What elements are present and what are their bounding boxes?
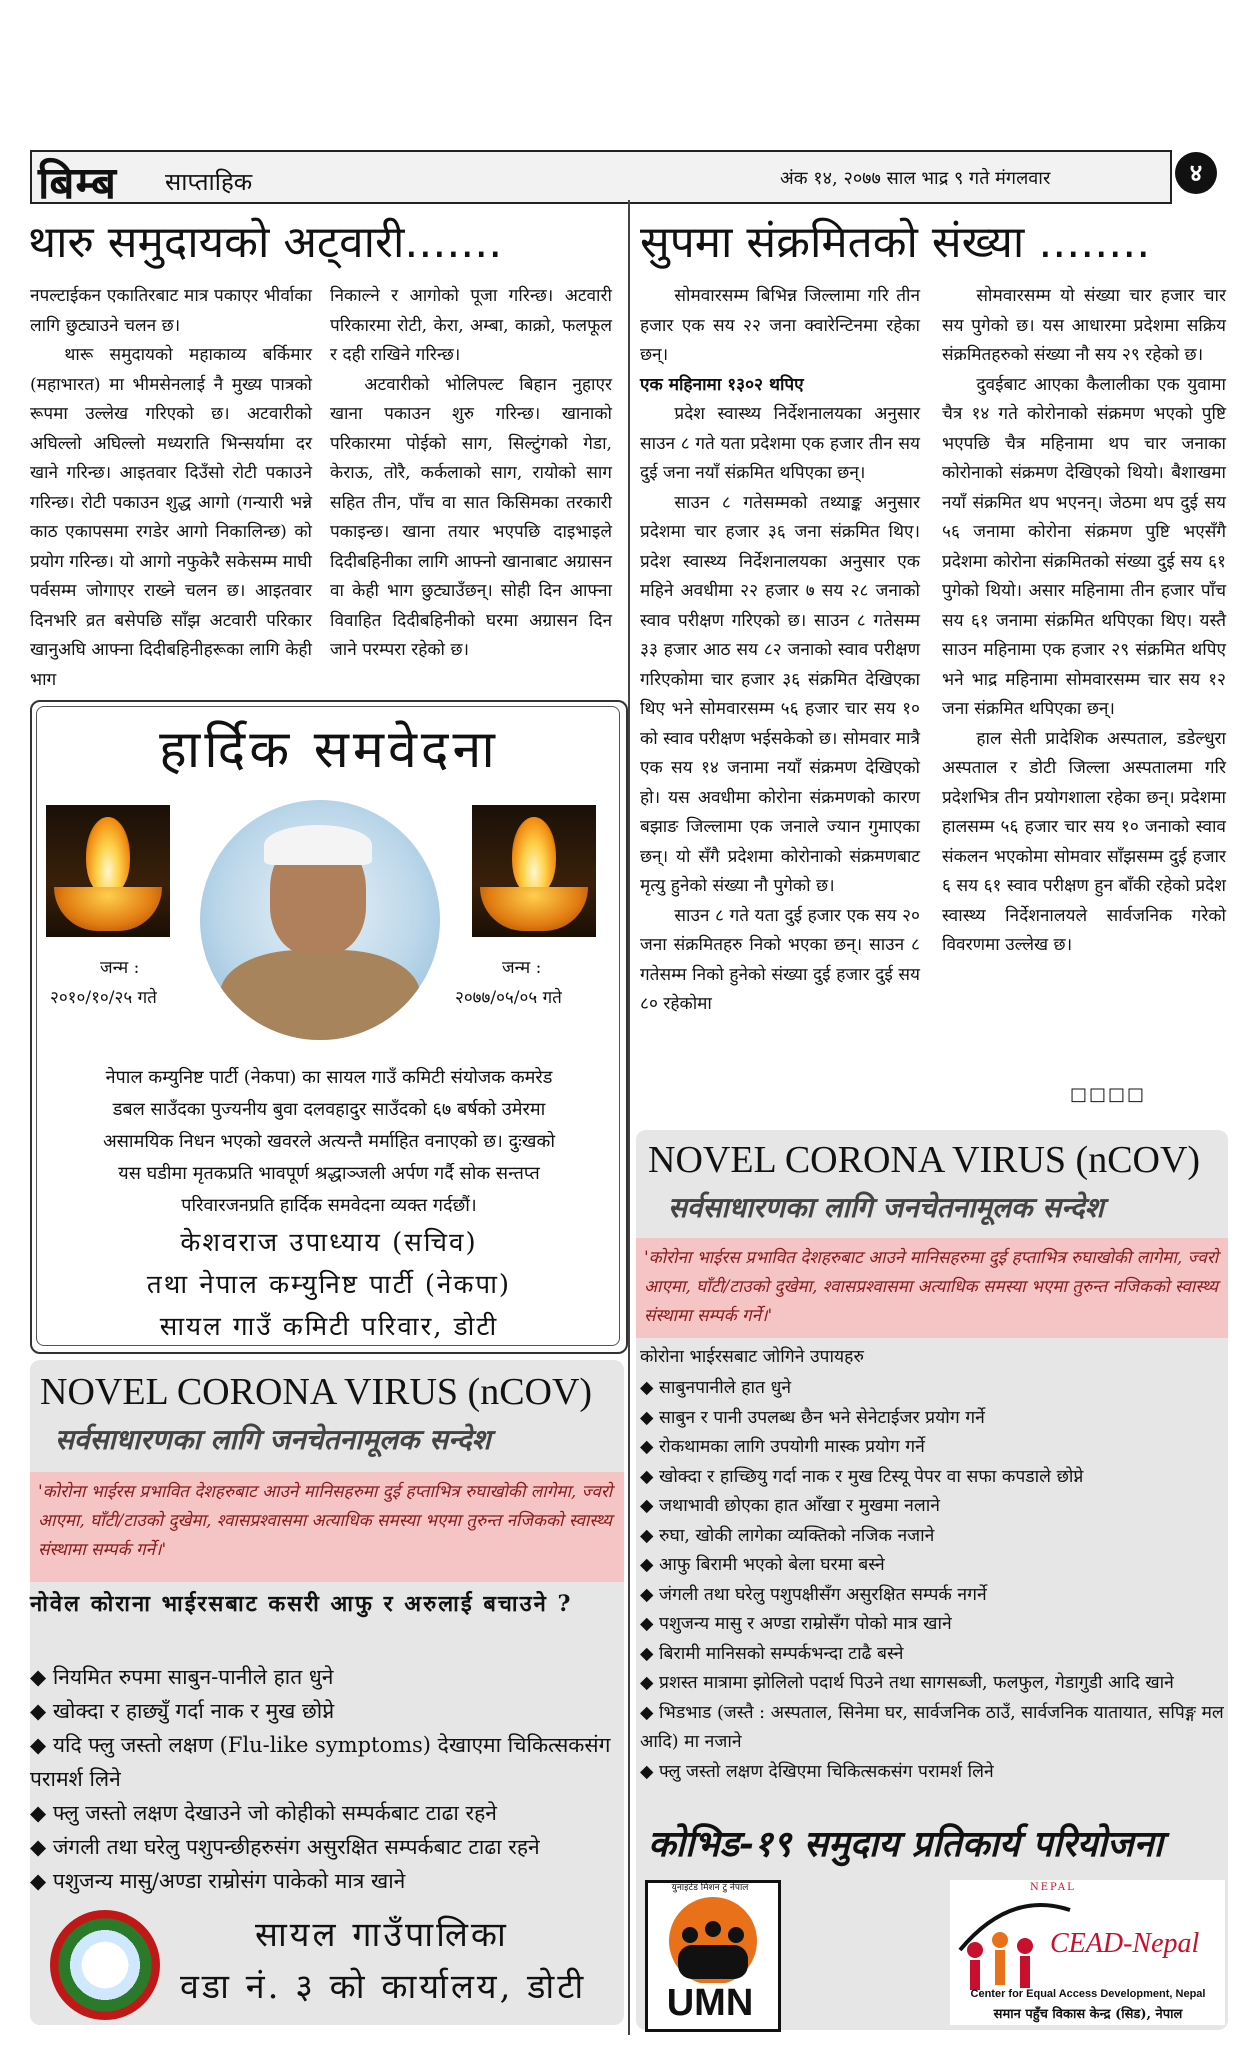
newspaper-name: बिम्ब — [38, 158, 117, 209]
umn-arc-text: युनाइटेड मिशन टु नेपाल — [671, 1883, 749, 1893]
birth-label: जन्म : — [100, 958, 140, 978]
tip-item: ◆ खोक्दा र हाच्छियु गर्दा नाक र मुख टिस्यू पेपर वा सफा कपडाले छोप्ने — [640, 1466, 1084, 1487]
nepal-emblem-icon — [50, 1910, 160, 2020]
death-label: जन्म : — [502, 958, 542, 978]
corona-left-question: नोवेल कोराना भाईरसबाट कसरी आफु र अरुलाई बचाउने ? — [30, 1591, 573, 1617]
story1-headline: थारु समुदायको अट्वारी....... — [28, 217, 503, 268]
corona-left-tips — [30, 1660, 622, 1898]
page-number: ४ — [1175, 152, 1217, 194]
condolence-message-line: परिवारजनप्रति हार्दिक समवेदना व्यक्त गर्दछौं। — [181, 1195, 477, 1216]
corona-left-title: NOVEL CORONA VIRUS (nCOV) — [40, 1371, 593, 1413]
story2-para: साउन ८ गतेसम्मको तथ्याङ्क अनुसार प्रदेशमा चार हजार ३६ जना संक्रमित थिए। प्रदेश स्वास्थ्य निर्देशनालयका अनुसार एक महिने अवधीमा २२ हजार ७ सय २८ जनाको स्वाव परीक्षण गरिएको छ। साउन ८ गतेसम्म ३३ हजार आठ सय ८२ जनाको स्वाव परीक्षण गरिएकोमा चार हजार ३६ संक्रमित देखिएका थिए भने सोमवारसम्म ५६ हजार चार सय १० को स्वाव परीक्षण भईसकेको छ। सोमवार मात्रै एक सय १४ जनामा नयाँ संक्रमण देखिएको हो। यस अवधीमा कोरोना संक्रमणको कारण बझाङ जिल्लामा एक जनाले ज्यान गुमाएका छन्। यो सँगै प्रदेशमा कोरोनाको संक्रमणबाट मृत्यु हुनेको संख्या नौ पुगेको छ। — [640, 492, 920, 896]
tip-item: ◆ प्रशस्त मात्रामा झोलिलो पदार्थ पिउने तथा सागसब्जी, फलफुल, गेडागुडी आदि खाने — [640, 1673, 1174, 1693]
tip-item: ◆ फ्लु जस्तो लक्षण देखिएमा चिकित्सकसंग परामर्श लिने — [640, 1761, 994, 1782]
story1-para: नपल्टाईकन एकातिरबाट मात्र पकाएर भीर्वाका लागि छुट्याउने चलन छ। — [30, 286, 312, 336]
tip-item: ◆ भिडभाड (जस्तै : अस्पताल, सिनेमा घर, सार्वजनिक ठाउँ, सार्वजनिक यातायात, सपिङ्ग मल आदि) मा नजाने — [640, 1702, 1224, 1752]
story1-column-1 — [30, 282, 312, 695]
tip-item: ◆ आफु बिरामी भएको बेला घरमा बस्ने — [640, 1555, 885, 1575]
tip-item: ◆ जंगली तथा घरेलु पशुपन्छीहरुसंग असुरक्षित सम्पर्कबाट टाढा रहने — [30, 1835, 540, 1859]
tip-item: ◆ जंगली तथा घरेलु पशुपक्षीसँग असुरक्षित सम्पर्क नगर्ने — [640, 1584, 987, 1605]
tip-item: ◆ जथाभावी छोएका हात आँखा र मुखमा नलाने — [640, 1496, 940, 1516]
office-name: सायल गाउँपालिका — [255, 1915, 509, 1955]
tip-item: ◆ रुघा, खोकी लागेका व्यक्तिको नजिक नजाने — [640, 1525, 935, 1546]
cead-nepali-name: समान पहुँच विकास केन्द्र (सिड), नेपाल — [993, 2007, 1183, 2022]
corona-right-subtitle: सर्वसाधारणका लागि जनचेतनामूलक सन्देश — [668, 1191, 1104, 1224]
story2-para: दुवईबाट आएका कैलालीका एक युवामा चैत्र १४ गते कोरोनाको संक्रमण भएको पुष्टि भएपछि चैत्र महिनामा थप चार जनाका कोरोनाको संक्रमण देखिएको थियो। बैशाखमा नयाँ संक्रमित थप भएनन्। जेठमा थप दुई सय ५६ जनामा कोरोना संक्रमण पुष्टि भएसँगै प्रदेशमा कोरोना संक्रमितको संख्या दुई सय ६१ पुगेको थियो। असार महिनामा तीन हजार पाँच सय ६१ जनामा संक्रमित थपिएका थिए। यस्तै साउन महिनामा एक हजार २९ संक्रमित थपिए भने भाद्र महिनामा सोमवारसम्म चार सय १२ जना संक्रमित थपिएका छन्। — [942, 374, 1226, 719]
condolence-message-line: यस घडीमा मृतकप्रति भावपूर्ण श्रद्धाञ्जली अर्पण गर्दै सोक सन्तप्त — [118, 1163, 540, 1184]
story1-para: थारू समुदायको महाकाव्य बर्किमार (महाभारत) मा भीमसेनलाई नै मुख्य पात्रको रूपमा उल्लेख गरिएको छ। अटवारीको अघिल्लो अघिल्लो मध्यराति भिन्सर्यामा दर खाने गरिन्छ। आइतवार दिउँसो रोटी पकाउने गरिन्छ। रोटी पकाउन शुद्ध आगो (गन्यारी भन्ने काठ एकापसमा रगडेर आगो निकालिन्छ) को प्रयोग गरिन्छ। यो आगो नफुकेरै सकेसम्म माघी पर्वसम्म जोगाएर राख्ने चलन छ। आइतवार दिनभरि व्रत बसेपछि साँझ अटवारी परिकार खानुअघि आफ्ना दिदीबहिनीहरूका लागि केही भाग — [30, 345, 312, 690]
tip-item: ◆ नियमित रुपमा साबुन-पानीले हात धुने — [30, 1665, 334, 1689]
tip-item: ◆ पशुजन्य मासु र अण्डा राम्रोसँग पोको मात्र खाने — [640, 1614, 952, 1634]
candle-left-icon — [46, 805, 170, 937]
cead-english-name: Center for Equal Access Development, Nepal — [970, 1988, 1206, 2000]
story2-headline: सुपमा संक्रमितको संख्या ........ — [640, 217, 1151, 268]
story2-para: प्रदेश स्वास्थ्य निर्देशनालयका अनुसार साउन ८ गते यता प्रदेशमा एक हजार तीन सय दुई जना नयाँ संक्रमित थपिएका छन्। — [640, 404, 920, 483]
story2-column-1 — [640, 282, 920, 1020]
tip-item: ◆ फ्लु जस्तो लक्षण देखाउने जो कोहीको सम्पर्कबाट टाढा रहने — [30, 1801, 497, 1825]
condolence-signature-line: सायल गाउँ कमिटी परिवार, डोटी — [159, 1312, 499, 1342]
issue-date: अंक १४, २०७७ साल भाद्र ९ गते मंगलवार — [780, 168, 1051, 189]
story2-para: हाल सेती प्रादेशिक अस्पताल, डडेल्धुरा अस्पताल र डोटी जिल्ला अस्पतालमा गरि प्रदेशभित्र तीन प्रयोगशाला रहेका छन्। प्रदेशमा हालसम्म ५६ हजार चार सय १० जनाको स्वाव संकलन भएकोमा सोमवार साँझसम्म दुई हजार ६ सय ६१ स्वाव परीक्षण हुन बाँकी रहेको प्रदेश स्वास्थ्य निर्देशनालयले सार्वजनिक गरेको विवरणमा उल्लेख छ। — [942, 728, 1226, 955]
condolence-signature-line: केशवराज उपाध्याय (सचिव) — [180, 1228, 478, 1258]
story-end-mark: □□□□ — [1070, 1084, 1147, 1105]
project-title: कोभिड-१९ समुदाय प्रतिकार्य परियोजना — [648, 1823, 1163, 1865]
condolence-title: हार्दिक समवेदना — [159, 720, 499, 780]
tip-item: ◆ रोकथामका लागि उपयोगी मास्क प्रयोग गर्ने — [640, 1437, 925, 1457]
tip-item: ◆ साबुनपानीले हात धुने — [640, 1378, 792, 1398]
corona-right-tips-heading: कोरोना भाईरसबाट जोगिने उपायहरु — [640, 1347, 864, 1367]
corona-left-warning: 'कोरोना भाईरस प्रभावित देशहरुबाट आउने मानिसहरुमा दुई हप्ताभित्र रुघाखोकी लागेमा, ज्वरो आएमा, घाँटी/टाउको दुखेमा, श्वासप्रश्वासमा अत्याधिक समस्या भएमा तुरुन्त नजिकको स्वास्थ्य संस्थामा सम्पर्क गर्ने।' — [30, 1472, 624, 1582]
column-divider — [628, 200, 630, 2035]
birth-date: २०१०/१०/२५ गते — [50, 988, 157, 1008]
tip-item: ◆ बिरामी मानिसको सम्पर्कभन्दा टाढै बस्ने — [640, 1643, 904, 1664]
story2-subhead: एक महिनामा १३०२ थपिए — [640, 374, 804, 395]
story1-para: अटवारीको भोलिपल्ट बिहान नुहाएर खाना पकाउन शुरु गरिन्छ। खानाको परिकारमा पोईको साग, सिल्टुंगको गेडा, केराऊ, तोरै, कर्कलाको साग, रायोको साग सहित तीन, पाँच वा सात किसिमका तरकारी पकाइन्छ। खाना तयार भएपछि दाइभाइले दिदीबहिनीका लागि आफ्नो खानाबाट अग्रासन वा केही भाग छुट्याउँछन्। सोही दिन आफ्ना विवाहित दिदीबहिनीको घरमा अग्रासन दिन जाने परम्परा रहेको छ। — [330, 374, 612, 660]
deceased-portrait — [200, 800, 440, 1040]
story1-para: निकाल्ने र आगोको पूजा गरिन्छ। अटवारी परिकारमा रोटी, केरा, अम्बा, काक्रो, फलफूल र दही राखिने गरिन्छ। — [330, 286, 612, 365]
story2-para: साउन ८ गते यता दुई हजार एक सय २० जना संक्रमितहरु निको भएका छन्। साउन ८ गतेसम्म निको हुनेको संख्या दुई हजार दुई सय ८० रहेकोमा — [640, 905, 920, 1014]
condolence-message-line: असामयिक निधन भएको खवरले अत्यन्तै मर्माहित वनाएको छ। दुःखको — [103, 1131, 555, 1152]
tip-item: ◆ साबुन र पानी उपलब्ध छैन भने सेनेटाईजर प्रयोग गर्ने — [640, 1407, 985, 1428]
candle-right-icon — [472, 805, 596, 937]
condolence-message-line: नेपाल कम्युनिष्ट पार्टी (नेकपा) का सायल गाउँ कमिटी संयोजक कमरेड — [105, 1067, 553, 1088]
story2-para: सोमवारसम्म बिभिन्न जिल्लामा गरि तीन हजार एक सय २२ जना क्वारेन्टिनमा रहेका छन्। — [640, 286, 920, 365]
tip-item: ◆ पशुजन्य मासु/अण्डा राम्रोसंग पाकेको मात्र खाने — [30, 1869, 406, 1893]
corona-right-warning: 'कोरोना भाईरस प्रभावित देशहरुबाट आउने मानिसहरुमा दुई हप्ताभित्र रुघाखोकी लागेमा, ज्वरो आएमा, घाँटी/टाउको दुखेमा, श्वासप्रश्वासमा अत्याधिक समस्या भएमा तुरुन्त नजिकको स्वास्थ्य संस्थामा सम्पर्क गर्ने।' — [636, 1238, 1228, 1338]
corona-right-tips — [640, 1374, 1226, 1787]
tip-item: ◆ खोक्दा र हाछ्युँ गर्दा नाक र मुख छोप्ने — [30, 1699, 335, 1723]
office-ward: वडा नं. ३ को कार्यालय, डोटी — [180, 1967, 587, 2007]
newspaper-weekly: साप्ताहिक — [165, 168, 253, 196]
story2-column-2 — [942, 282, 1226, 961]
death-date: २०७७/०५/०५ गते — [455, 988, 562, 1008]
corona-left-subtitle: सर्वसाधारणका लागि जनचेतनामूलक सन्देश — [55, 1423, 491, 1456]
cead-small-text: NEPAL — [1030, 1882, 1076, 1893]
condolence-message-line: डबल साउँदका पुज्यनीय बुवा दलवहादुर साउँदको ६७ बर्षको उमेरमा — [112, 1099, 546, 1120]
corona-right-title: NOVEL CORONA VIRUS (nCOV) — [648, 1139, 1201, 1181]
story1-column-2 — [330, 282, 612, 666]
tip-item: ◆ यदि फ्लु जस्तो लक्षण (Flu-like symptoms) देखाएमा चिकित्सकसंग परामर्श लिने — [30, 1733, 611, 1791]
cead-name: CEAD-Nepal — [1050, 1928, 1200, 1959]
story2-para: सोमवारसम्म यो संख्या चार हजार चार सय पुगेको छ। यस आधारमा प्रदेशमा सक्रिय संक्रमितहरुको संख्या नौ सय २९ रहेको छ। — [942, 286, 1226, 365]
condolence-signature-line: तथा नेपाल कम्युनिष्ट पार्टी (नेकपा) — [146, 1270, 512, 1300]
umn-logo-text: UMN — [666, 1982, 754, 2024]
